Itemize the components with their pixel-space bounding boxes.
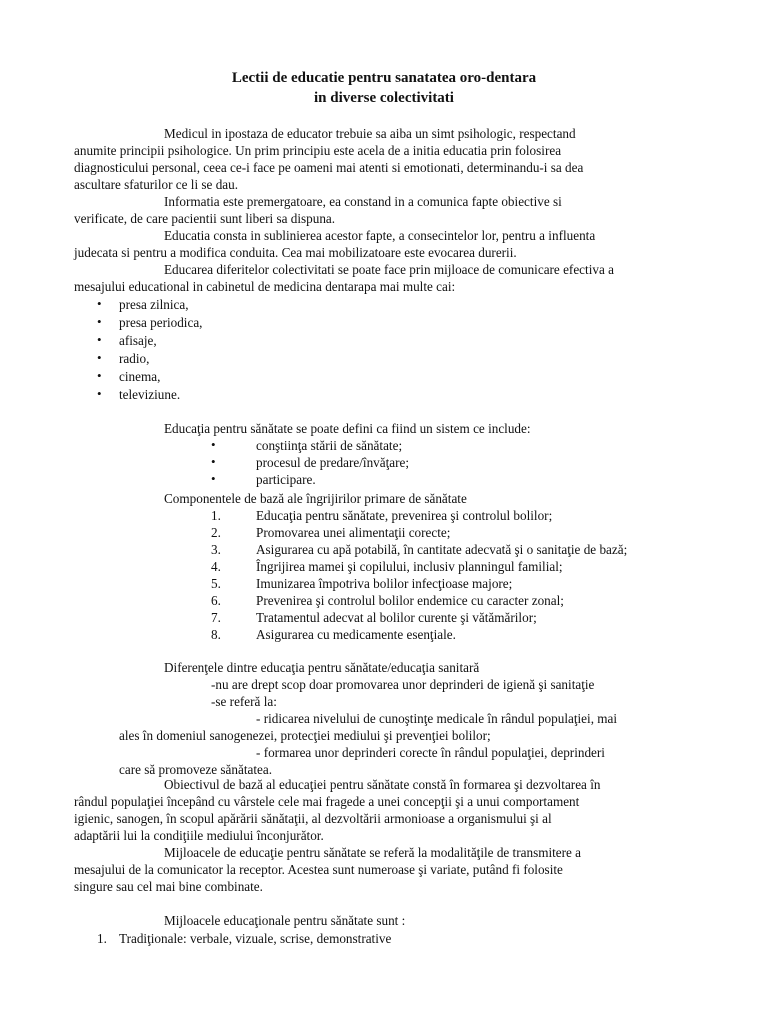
differences-line-2: -se referă la: <box>211 694 277 709</box>
list-item: Promovarea unei alimentaţii corecte; <box>256 525 451 540</box>
list-item: afisaje, <box>119 333 157 348</box>
list-item: procesul de predare/învăţare; <box>256 455 410 470</box>
document-title-line-1: Lectii de educatie pentru sanatatea oro-dentara <box>231 70 537 86</box>
system-intro: Educaţia pentru sănătate se poate defini ca fiind un sistem ce include: <box>164 421 531 436</box>
differences-sub1-line-2: ales în domeniul sanogenezei, protecţiei mediului şi prevenţiei bolilor; <box>119 728 491 743</box>
list-item-number: 6. <box>211 593 221 608</box>
para1-line-1: Medicul in ipostaza de educator trebuie sa aiba un simt psihologic, respectand <box>164 126 576 141</box>
para1-line-3: diagnosticului personal, ceea ce-i face pe oameni mai atenti si emotionati, determinandu-i sa dea <box>74 160 584 175</box>
list-item: Educaţia pentru sănătate, prevenirea şi controlul bolilor; <box>256 508 553 523</box>
list-item: Prevenirea şi controlul bolilor endemice cu caracter zonal; <box>256 593 564 608</box>
differences-sub2-line-2: care să promoveze sănătatea. <box>119 762 273 777</box>
list-item: presa zilnica, <box>119 297 189 312</box>
list-item-number: 2. <box>211 525 221 540</box>
list-item-number: 1. <box>211 508 221 523</box>
list-item-number: 3. <box>211 542 221 557</box>
list-item: Tradiţionale: verbale, vizuale, scrise, demonstrative <box>119 931 392 946</box>
para2-line-1: Informatia este premergatoare, ea constand in a comunica fapte obiective si <box>164 194 562 209</box>
para3-line-1: Educatia consta in sublinierea acestor fapte, a consecintelor lor, pentru a influenta <box>164 228 596 243</box>
para4-line-2: mesajului educational in cabinetul de medicina dentarapa mai multe cai: <box>74 279 456 294</box>
bullet-icon: • <box>97 350 102 365</box>
differences-line-1: -nu are drept scop doar promovarea unor deprinderi de igienă şi sanitaţie <box>211 677 595 692</box>
list-item: cinema, <box>119 369 161 384</box>
list-item: Asigurarea cu medicamente esenţiale. <box>256 627 456 642</box>
bullet-icon: • <box>97 314 102 329</box>
bullet-icon: • <box>97 332 102 347</box>
list-item: radio, <box>119 351 150 366</box>
differences-heading: Diferenţele dintre educaţia pentru sănătate/educaţia sanitară <box>164 660 480 675</box>
means-line-3: singure sau cel mai bine combinate. <box>74 879 263 894</box>
means-list-heading: Mijloacele educaţionale pentru sănătate sunt : <box>164 913 406 928</box>
list-item: presa periodica, <box>119 315 203 330</box>
list-item-number: 7. <box>211 610 221 625</box>
list-item: conştiinţa stării de sănătate; <box>256 438 403 453</box>
objective-line-2: rândul populaţiei începând cu vârstele cele mai fragede a unei concepţii şi a unui comportament <box>74 794 580 809</box>
list-item-number: 8. <box>211 627 221 642</box>
list-item: Îngrijirea mamei şi copilului, inclusiv planningul familial; <box>256 559 563 574</box>
components-heading: Componentele de bază ale îngrijirilor primare de sănătate <box>164 491 467 506</box>
means-line-2: mesajului de la comunicator la receptor. Acestea sunt numeroase şi variate, putând fi folosite <box>74 862 563 877</box>
para1-line-2: anumite principii psihologice. Un prim principiu este acela de a initia educatia prin folosirea <box>74 143 562 158</box>
bullet-icon: • <box>211 454 216 469</box>
bullet-icon: • <box>97 386 102 401</box>
list-item: participare. <box>256 472 316 487</box>
para2-line-2: verificate, de care pacientii sunt liberi sa dispuna. <box>74 211 336 226</box>
objective-line-4: adaptării lui la condiţiile mediului înconjurător. <box>74 828 324 843</box>
differences-sub1-line-1: - ridicarea nivelului de cunoştinţe medicale în rândul populaţiei, mai <box>256 711 618 726</box>
list-item: Asigurarea cu apă potabilă, în cantitate adecvată şi o sanitaţie de bază; <box>256 542 628 557</box>
para3-line-2: judecata si pentru a modifica conduita. Cea mai mobilizatoare este evocarea durerii. <box>74 245 517 260</box>
objective-line-1: Obiectivul de bază al educaţiei pentru sănătate constă în formarea şi dezvoltarea în <box>164 777 601 792</box>
para4-line-1: Educarea diferitelor colectivitati se poate face prin mijloace de comunicare efectiva a <box>164 262 614 277</box>
bullet-icon: • <box>97 368 102 383</box>
list-item-number: 1. <box>97 931 107 946</box>
bullet-icon: • <box>97 296 102 311</box>
document-title-line-2: in diverse colectivitati <box>314 90 454 106</box>
means-line-1: Mijloacele de educaţie pentru sănătate se referă la modalităţile de transmitere a <box>164 845 582 860</box>
list-item: Tratamentul adecvat al bolilor curente şi vătămărilor; <box>256 610 537 625</box>
bullet-icon: • <box>211 471 216 486</box>
list-item: televiziune. <box>119 387 181 402</box>
bullet-icon: • <box>211 437 216 452</box>
list-item-number: 5. <box>211 576 221 591</box>
list-item: Imunizarea împotriva bolilor infecţioase majore; <box>256 576 513 591</box>
list-item-number: 4. <box>211 559 221 574</box>
para1-line-4: ascultare sfaturilor ce li se dau. <box>74 177 239 192</box>
differences-sub2-line-1: - formarea unor deprinderi corecte în rândul populaţiei, deprinderi <box>256 745 605 760</box>
objective-line-3: igienic, sanogen, în scopul apărării sănătaţii, al dezvoltării armonioase a organismului şi al <box>74 811 552 826</box>
